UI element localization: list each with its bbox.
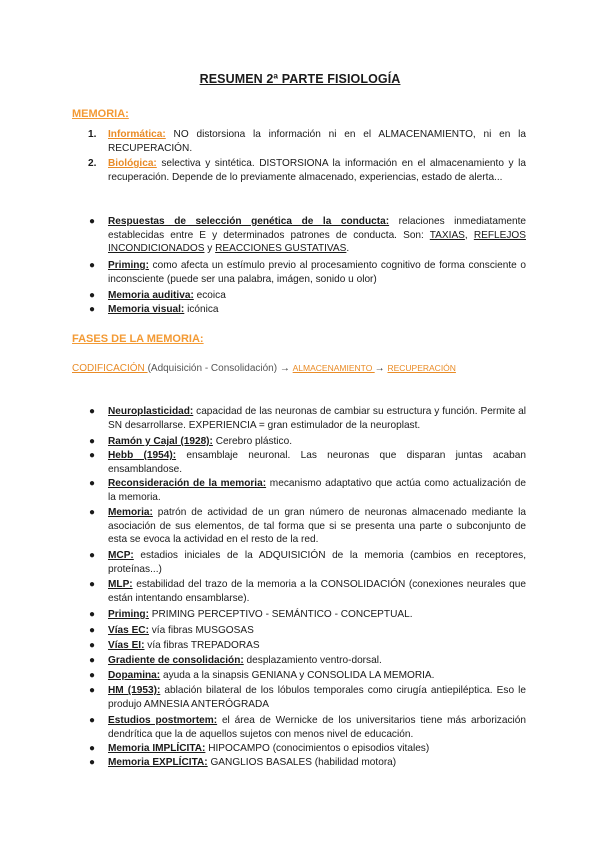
list-item-priming [89, 608, 526, 622]
term-memoria-auditiva: Memoria auditiva: [108, 290, 194, 301]
term-reconsideracion: Reconsideración de la memoria: [108, 478, 267, 489]
phases-flow [72, 363, 456, 374]
term-ramon-y-cajal: Ramón y Cajal (1928): [108, 436, 213, 447]
phase-almacenamiento: ALMACENAMIENTO [292, 363, 375, 373]
bullet-icon: ● [89, 436, 96, 447]
item-text: vía fibras MUSGOSAS [148, 625, 254, 636]
separator: y [204, 243, 216, 254]
list-item-memoria-implicita [89, 742, 526, 756]
list-item-gradiente [89, 654, 526, 668]
bullet-icon: ● [89, 579, 96, 590]
bullet-icon: ● [89, 304, 96, 315]
term-memoria-implicita: Memoria IMPLÍCITA: [108, 743, 206, 754]
list-item-memoria [89, 506, 526, 547]
term-mlp: MLP: [108, 579, 133, 590]
item-text: Cerebro plástico. [212, 436, 293, 447]
bullet-icon: ● [89, 450, 96, 461]
term-vias-ei: Vías EI: [108, 640, 145, 651]
item-text: GANGLIOS BASALES (habilidad motora) [207, 757, 397, 768]
bullet-icon: ● [89, 685, 96, 696]
term-informatica: Informática: [108, 129, 166, 140]
section-heading-memoria: MEMORIA: [72, 108, 129, 120]
section-heading-fases: FASES DE LA MEMORIA: [72, 333, 204, 345]
term-estudios-postmortem: Estudios postmortem: [108, 715, 218, 726]
term-memoria-explicita: Memoria EXPLÍCITA: [108, 757, 208, 768]
item-text: como afecta un estímulo previo al procesamiento cognitivo de forma consciente o inconsciente (puede ser una palabra, imágen, sonido u olor) [108, 260, 526, 285]
item-text: HIPOCAMPO (conocimientos o episodios vitales) [205, 743, 430, 754]
item-text: estadios iniciales de la ADQUISICIÓN de la memoria (cambios en receptores, proteínas...) [108, 550, 526, 575]
phase-detail: (Adquisición - Consolidación) [147, 363, 278, 374]
list-item-vias-ei [89, 639, 526, 653]
list-item-hebb [89, 449, 527, 476]
term-vias-ec: Vías EC: [108, 625, 149, 636]
bullet-icon: ● [89, 640, 96, 651]
separator: . [346, 243, 350, 254]
phase-codificacion: CODIFICACIÓN [72, 363, 148, 374]
bullet-icon: ● [89, 757, 96, 768]
item-text: NO distorsiona la información ni en el ALMACENAMIENTO, ni en la RECUPERACIÓN. [108, 129, 526, 154]
term-mcp: MCP: [108, 550, 134, 561]
bullet-icon: ● [89, 655, 96, 666]
bullet-icon: ● [89, 609, 96, 620]
bullet-icon: ● [89, 550, 96, 561]
item-text: ayuda a la sinapsis GENIANA y CONSOLIDA LA MEMORIA. [160, 670, 435, 681]
term-reacciones: REACCIONES GUSTATIVAS [215, 243, 347, 254]
term-gradiente: Gradiente de consolidación: [108, 655, 244, 666]
bullet-icon: ● [89, 406, 96, 417]
item-text: vía fibras TREPADORAS [144, 640, 260, 651]
list-item-hm [89, 684, 526, 711]
term-biologica: Biológica: [108, 158, 157, 169]
term-memoria-visual: Memoria visual: [108, 304, 185, 315]
item-text: ablación bilateral de los lóbulos temporales como cirugía antiepiléptica. Eso le produjo AMNESIA ANTERÓGRADA [108, 685, 526, 710]
item-text: icónica [184, 304, 219, 315]
list-item-priming [89, 259, 526, 286]
list-item-reconsideracion [89, 477, 526, 504]
item-text: mecanismo adaptativo que actúa como actualización de la memoria. [108, 478, 526, 503]
list-item-mlp [89, 578, 526, 605]
term-hm: HM (1953): [108, 685, 161, 696]
bullet-icon: ● [89, 507, 96, 518]
bullet-icon: ● [89, 216, 96, 227]
item-text: relaciones inmediatamente establecidas entre E y determinados patrones de conducta. Son: [108, 216, 527, 241]
bullet-icon: ● [89, 290, 96, 301]
arrow-right-icon: → [374, 363, 388, 374]
list-item-dopamina [89, 669, 526, 683]
term-dopamina: Dopamina: [108, 670, 161, 681]
term-priming: Priming: [108, 609, 149, 620]
term-taxias: TAXIAS [429, 229, 465, 241]
list-item-ramon-y-cajal [89, 435, 526, 449]
bullet-icon: ● [89, 670, 96, 681]
list-item-memoria-explicita [89, 756, 526, 770]
item-text: ecoica [193, 290, 226, 301]
term-memoria: Memoria: [108, 507, 153, 518]
bullet-icon: ● [89, 715, 96, 726]
list-item-neuroplasticidad [89, 405, 526, 432]
list-number: 1. [88, 129, 97, 140]
list-item-vias-ec [89, 624, 526, 638]
item-text: patrón de actividad de un gran número de neuronas almacenado mediante la asociación de sus elementos, de tal forma que si se presenta una parte o subconjunto de esta se evoca la actividad en el resto de la red. [108, 507, 526, 545]
list-item-mcp [89, 549, 526, 576]
item-text: desplazamiento ventro-dorsal. [243, 655, 382, 666]
item-text: el área de Wernicke de los universitarios tiene más arborización dendrítica que la de aquellos sujetos con menos nivel de educación. [108, 715, 526, 740]
term-reflejos: REFLEJOS INCONDICIONADOS [108, 229, 526, 254]
list-item-estudios-postmortem [89, 714, 526, 741]
bullet-icon: ● [89, 260, 96, 271]
list-item-respuestas [89, 215, 527, 256]
list-item-memoria-visual [89, 303, 526, 317]
term-respuestas: Respuestas de selección genética de la conducta: [108, 216, 390, 227]
term-hebb: Hebb (1954): [108, 450, 177, 461]
list-item-memoria-auditiva [89, 289, 526, 303]
numbered-item-informatica [88, 128, 526, 155]
bullet-icon: ● [89, 743, 96, 754]
term-priming: Priming: [108, 260, 149, 271]
item-text: estabilidad del trazo de la memoria a la CONSOLIDACIÓN (conexiones neurales que están intentando ensamblarse). [108, 579, 526, 604]
bullet-icon: ● [89, 625, 96, 636]
item-text: capacidad de las neuronas de cambiar su estructura y función. Permite al SN desarrollarse. EXPERIENCIA = gran estimulador de la neuroplast. [108, 406, 526, 431]
item-text: selectiva y sintética. DISTORSIONA la información en el almacenamiento y la recuperación. Depende de lo previamente almacenado, experiencias, estado de alerta... [108, 158, 526, 183]
list-number: 2. [88, 158, 97, 169]
page-title: RESUMEN 2ª PARTE FISIOLOGÍA [199, 72, 401, 86]
separator: , [464, 229, 474, 241]
numbered-item-biologica [88, 157, 526, 184]
bullet-icon: ● [89, 478, 96, 489]
phase-recuperacion: RECUPERACIÓN [387, 363, 456, 373]
term-neuroplasticidad: Neuroplasticidad: [108, 406, 194, 417]
item-text: PRIMING PERCEPTIVO - SEMÁNTICO - CONCEPTUAL. [148, 609, 413, 620]
item-text: ensamblaje neuronal. Las neuronas que disparan juntas acaban ensamblandose. [108, 450, 527, 475]
arrow-right-icon: → [277, 363, 293, 374]
